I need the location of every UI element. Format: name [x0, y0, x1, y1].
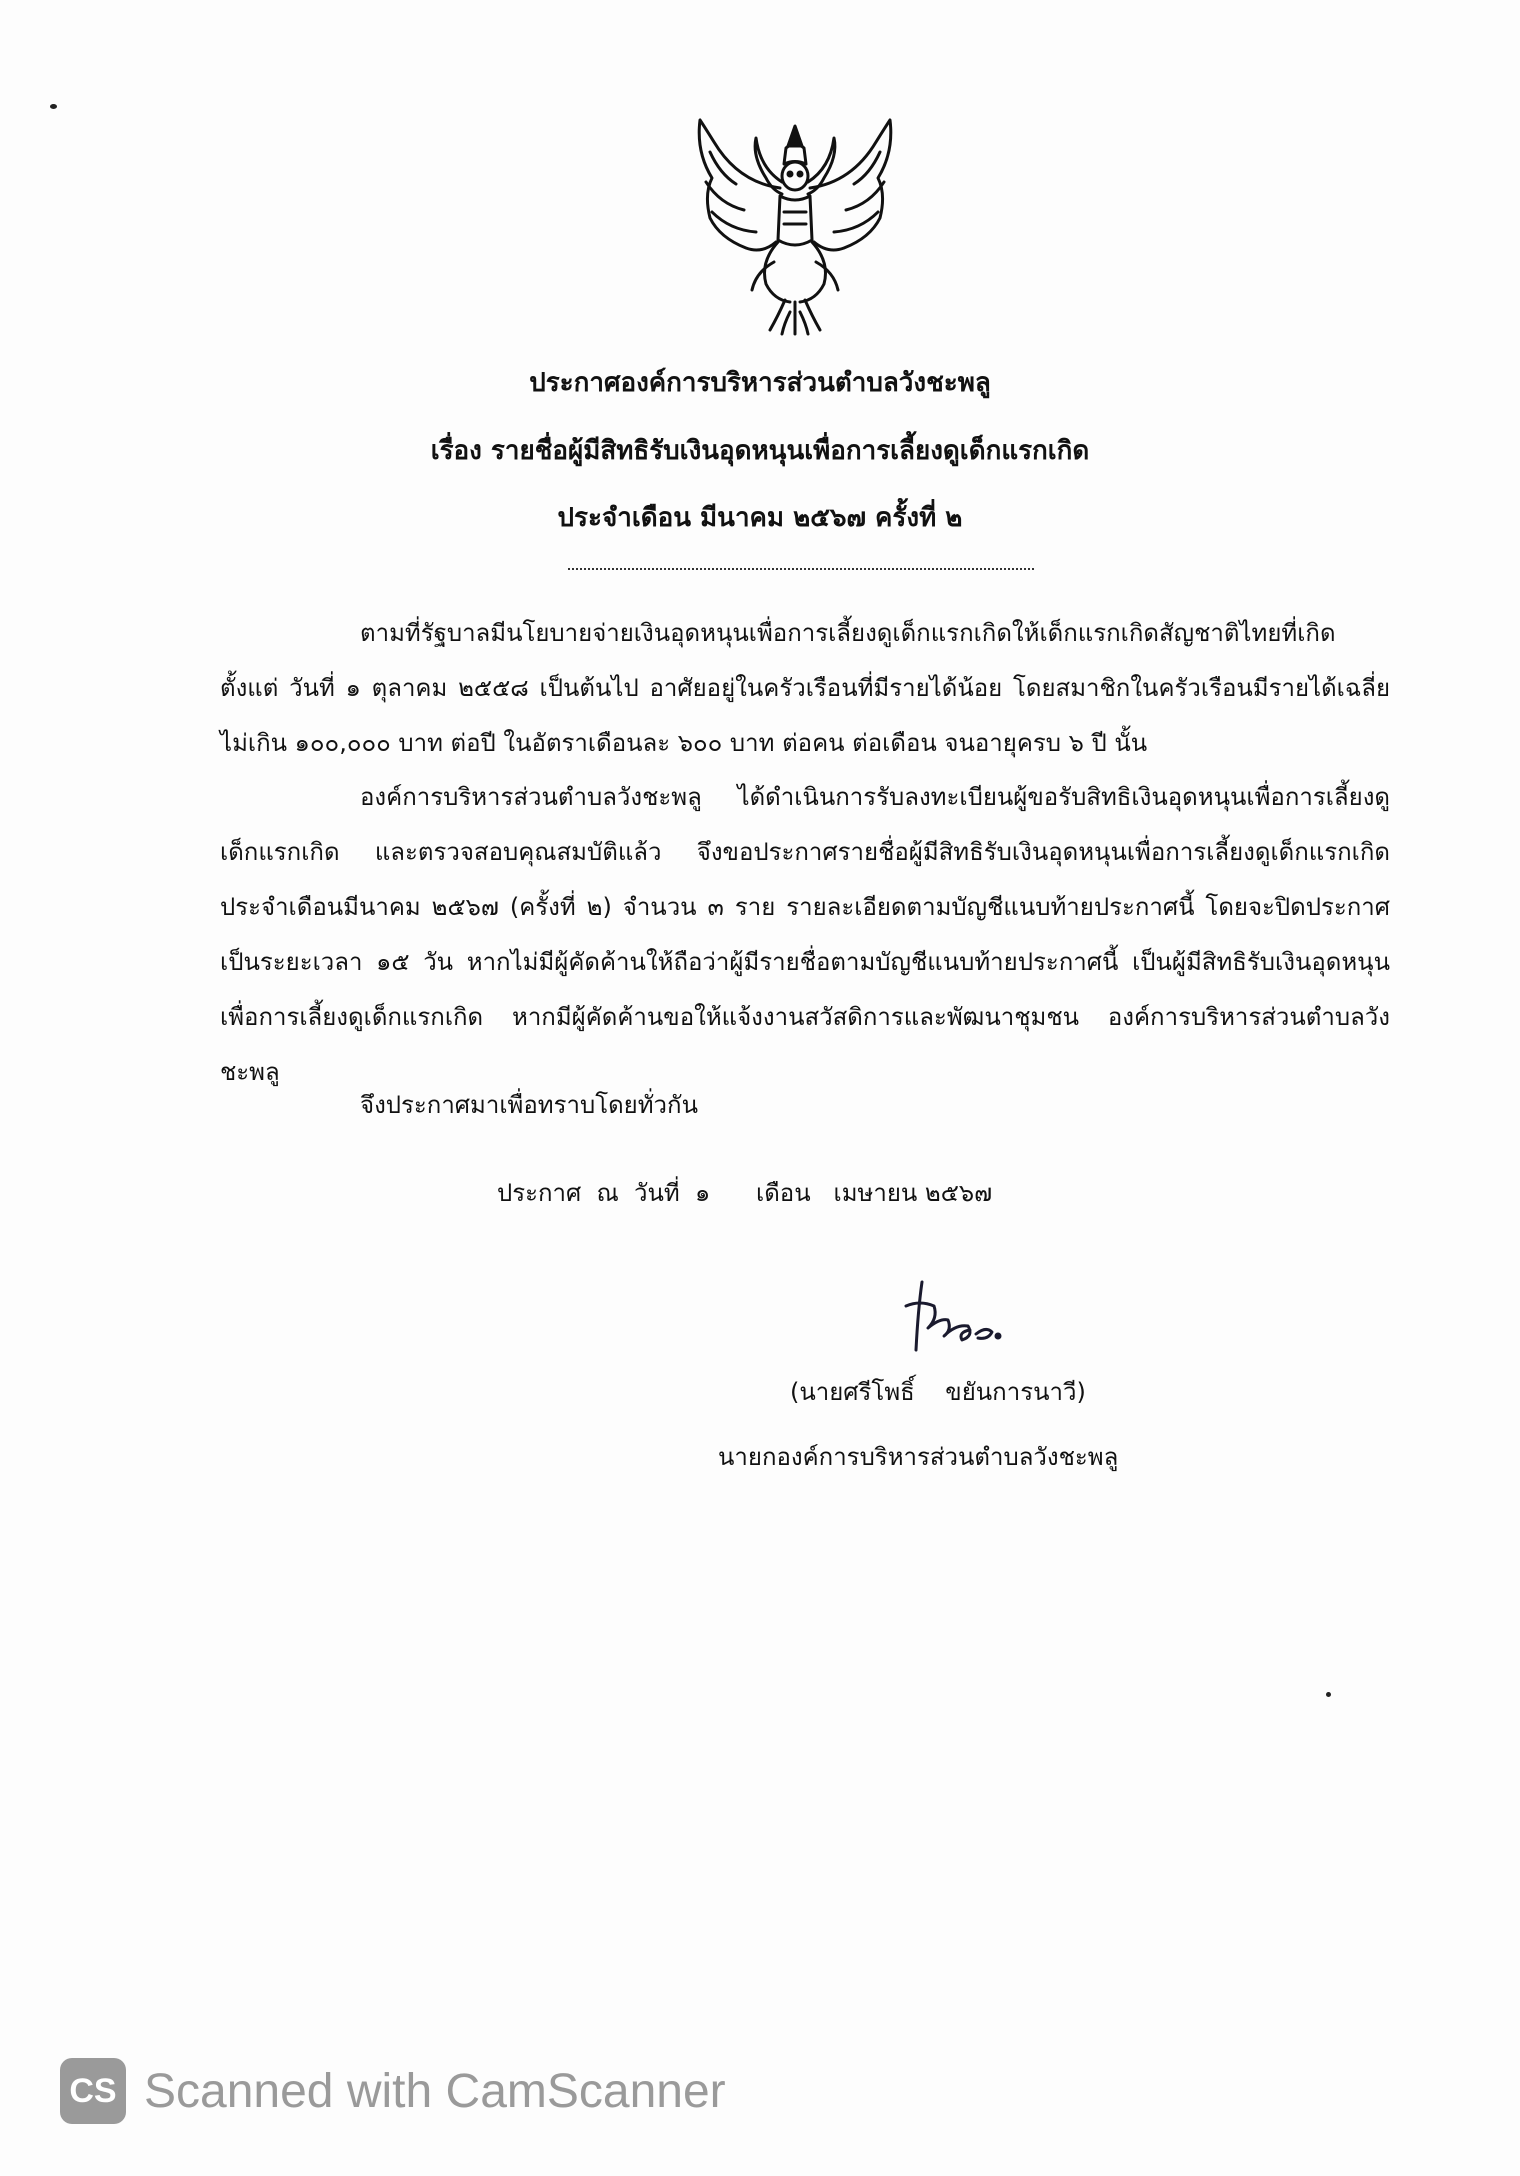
- body-paragraph-1: ตามที่รัฐบาลมีนโยบายจ่ายเงินอุดหนุนเพื่อการเลี้ยงดูเด็กแรกเกิดให้เด็กแรกเกิดสัญชาติไทยที่เกิดตั้งแต่ วันที่ ๑ ตุลาคม ๒๕๕๘ เป็นต้นไป อาศัยอยู่ในครัวเรือนที่มีรายได้น้อย โดยสมาชิกในครัวเรือนมีรายได้เฉลี่ยไม่เกิน ๑๐๐,๐๐๐ บาท ต่อปี ในอัตราเดือนละ ๖๐๐ บาท ต่อคน ต่อเดือน จนอายุครบ ๖ ปี นั้น: [220, 619, 1390, 757]
- camscanner-logo-icon: CS: [60, 2058, 126, 2124]
- announcement-subject: เรื่อง รายชื่อผู้มีสิทธิรับเงินอุดหนุนเพื่อการเลี้ยงดูเด็กแรกเกิด: [430, 436, 1090, 466]
- dotted-divider: [568, 568, 1034, 570]
- garuda-emblem-icon: [690, 112, 900, 337]
- signer-title: นายกองค์การบริหารส่วนตำบลวังชะพลู: [718, 1443, 1119, 1471]
- body-paragraph-2: องค์การบริหารส่วนตำบลวังชะพลู ได้ดำเนินการรับลงทะเบียนผู้ขอรับสิทธิเงินอุดหนุนเพื่อการเลี้ยงดูเด็กแรกเกิด และตรวจสอบคุณสมบัติแล้ว จึงขอประกาศรายชื่อผู้มีสิทธิรับเงินอุดหนุนเพื่อการเลี้ยงดูเด็กแรกเกิด ประจำเดือนมีนาคม ๒๕๖๗ (ครั้งที่ ๒) จำนวน ๓ ราย รายละเอียดตามบัญชีแนบท้ายประกาศนี้ โดยจะปิดประกาศเป็นระยะเวลา ๑๕ วัน หากไม่มีผู้คัดค้านให้ถือว่าผู้มีรายชื่อตามบัญชีแนบท้ายประกาศนี้ เป็นผู้มีสิทธิรับเงินอุดหนุนเพื่อการเลี้ยงดูเด็กแรกเกิด หากมีผู้คัดค้านขอให้แจ้งงานสวัสดิการและพัฒนาชุมชน องค์การบริหารส่วนตำบลวังชะพลู: [220, 783, 1390, 1086]
- announcement-period: ประจำเดือน มีนาคม ๒๕๖๗ ครั้งที่ ๒: [557, 503, 963, 533]
- announcement-date: ประกาศ ณ วันที่ ๑ เดือน เมษายน ๒๕๖๗: [497, 1179, 993, 1207]
- scan-speck: [50, 104, 57, 109]
- closing-statement: จึงประกาศมาเพื่อทราบโดยทั่วกัน: [360, 1091, 698, 1119]
- watermark-text: Scanned with CamScanner: [144, 2064, 726, 2118]
- handwritten-signature: [900, 1270, 1010, 1360]
- announcement-title: ประกาศองค์การบริหารส่วนตำบลวังชะพลู: [529, 368, 991, 398]
- camscanner-watermark: [60, 2056, 726, 2126]
- signer-name: (นายศรีโพธิ์ ขยันการนาวี): [790, 1378, 1086, 1406]
- scan-speck: [1326, 1692, 1331, 1697]
